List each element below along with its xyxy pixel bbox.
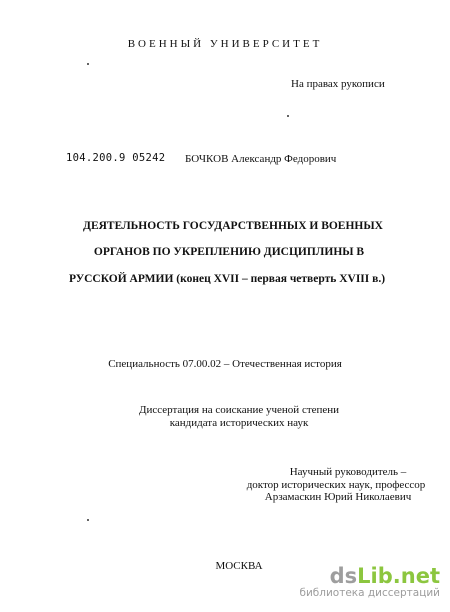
scan-speck (87, 519, 89, 521)
dslib-watermark (299, 566, 440, 599)
watermark-subtitle: библиотека диссертаций (299, 587, 440, 599)
logo-part-ds: ds (329, 564, 358, 588)
supervisor-heading: Научный руководитель – (289, 466, 407, 478)
scan-speck (287, 115, 289, 117)
supervisor-name: Арзамаскин Юрий Николаевич (264, 491, 412, 503)
degree-statement-line-2: кандидата исторических наук (169, 417, 309, 429)
scan-speck (87, 63, 89, 65)
logo-part-lib: Lib (357, 564, 393, 588)
university-name: ВОЕННЫЙ УНИВЕРСИТЕТ (127, 38, 323, 50)
dissertation-title-line-3: РУССКОЙ АРМИИ (конец XVII – первая четверть XVIII в.) (68, 273, 386, 285)
dslib-logo (299, 566, 440, 587)
dissertation-title-line-2: ОРГАНОВ ПО УКРЕПЛЕНИЮ ДИСЦИПЛИНЫ В (93, 246, 365, 258)
logo-part-net: .net (392, 564, 440, 588)
dissertation-title-line-1: ДЕЯТЕЛЬНОСТЬ ГОСУДАРСТВЕННЫХ И ВОЕННЫХ (83, 220, 383, 232)
catalog-number: 104.200.9 05242 (66, 152, 166, 164)
specialty-code: Специальность 07.00.02 – Отечественная история (108, 358, 342, 370)
author-name: БОЧКОВ Александр Федорович (185, 153, 337, 165)
manuscript-rights-note: На правах рукописи (291, 78, 385, 90)
city-name: МОСКВА (215, 560, 263, 572)
supervisor-degree: доктор исторических наук, профессор (246, 479, 426, 491)
degree-statement-line-1: Диссертация на соискание ученой степени (138, 404, 340, 416)
